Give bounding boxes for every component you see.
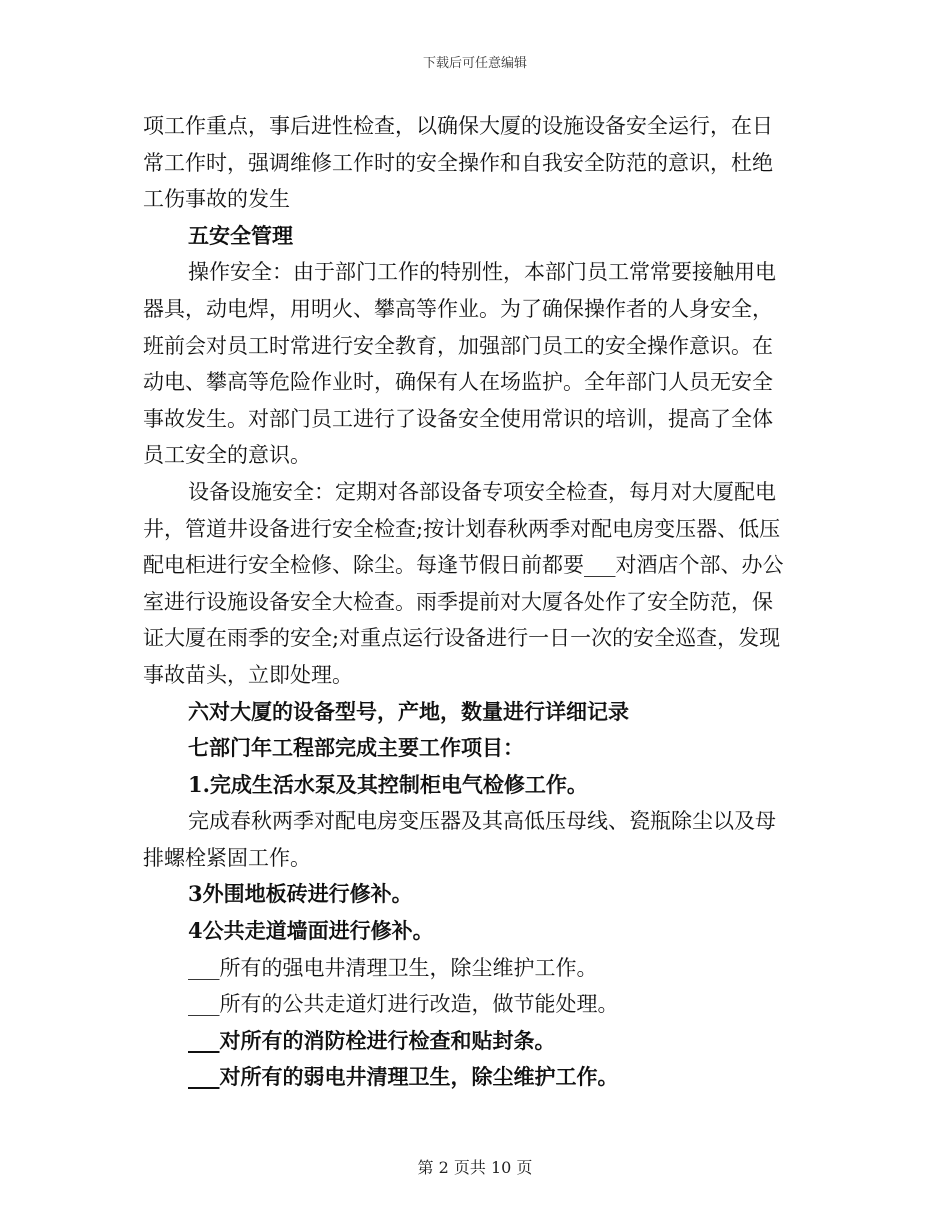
body-text-line: 班前会对员工时常进行安全教育，加强部门员工的安全操作意识。在 bbox=[143, 333, 773, 358]
body-text-line: 项工作重点，事后进性检查，以确保大厦的设施设备安全运行，在日 bbox=[143, 114, 773, 138]
body-text-line: 动电、攀高等危险作业时，确保有人在场监护。全年部门人员无安全 bbox=[143, 370, 773, 395]
body-text-line: 室进行设施设备安全大检查。雨季提前对大厦各处作了安全防范，保 bbox=[143, 589, 773, 614]
section-heading-line: 五安全管理 bbox=[188, 222, 293, 248]
body-text-line: 工伤事故的发生 bbox=[143, 187, 290, 212]
document-body bbox=[143, 108, 808, 1096]
section-heading-line: 七部门年工程部完成主要工作项目： bbox=[188, 735, 524, 761]
body-text-line: 排螺栓紧固工作。 bbox=[143, 845, 311, 870]
page-header: 下载后可任意编辑 bbox=[422, 56, 527, 71]
body-text-line: 操作安全：由于部门工作的特别性，本部门员工常常要接触用电 bbox=[188, 260, 776, 285]
body-text-line: 井，管道井设备进行安全检查;按计划春秋两季对配电房变压器、低压 bbox=[143, 516, 781, 541]
section-heading-line: 3外围地板砖进行修补。 bbox=[188, 881, 413, 907]
section-heading-line: 1.完成生活水泵及其控制柜电气检修工作。 bbox=[188, 771, 588, 797]
body-text-line: ___所有的公共走道灯进行改造，做节能处理。 bbox=[188, 992, 619, 1017]
section-heading-line: 4公共走道墙面进行修补。 bbox=[188, 918, 434, 944]
body-text-line: 配电柜进行安全检修、除尘。每逢节假日前都要___对酒店个部、办公 bbox=[143, 553, 784, 578]
body-text-line: ___所有的强电井清理卫生，除尘维护工作。 bbox=[188, 955, 598, 980]
section-heading-line: 六对大厦的设备型号，产地，数量进行详细记录 bbox=[188, 698, 629, 724]
section-heading-line: ___对所有的消防栓进行检查和贴封条。 bbox=[188, 1027, 556, 1053]
body-text-line: 器具，动电焊，用明火、攀高等作业。为了确保操作者的人身安全， bbox=[143, 296, 773, 321]
page-footer: 第 2 页共 10 页 bbox=[417, 1158, 533, 1177]
body-text-line: 证大厦在雨季的安全;对重点运行设备进行一日一次的安全巡查，发现 bbox=[143, 626, 781, 651]
body-text-line: 事故发生。对部门员工进行了设备安全使用常识的培训，提高了全体 bbox=[143, 406, 773, 431]
body-text-line: 事故苗头，立即处理。 bbox=[143, 662, 353, 687]
body-text-line: 常工作时，强调维修工作时的安全操作和自我安全防范的意识，杜绝 bbox=[143, 150, 773, 175]
body-text-line: 完成春秋两季对配电房变压器及其高低压母线、瓷瓶除尘以及母 bbox=[188, 809, 776, 834]
section-heading-line: ___对所有的弱电井清理卫生，除尘维护工作。 bbox=[188, 1064, 619, 1090]
body-text-line: 员工安全的意识。 bbox=[143, 443, 311, 468]
body-text-line: 设备设施安全：定期对各部设备专项安全检查，每月对大厦配电 bbox=[188, 479, 776, 504]
